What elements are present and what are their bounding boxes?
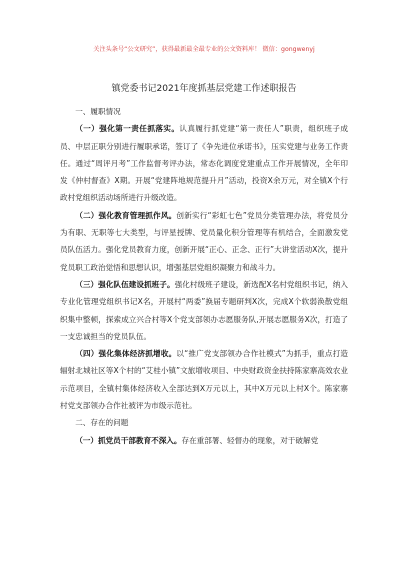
section-heading-2: 二、存在的问题 <box>75 418 129 428</box>
paragraph-2-heading: （二）强化教育管理抓作风。 <box>75 210 177 220</box>
paragraph-4 <box>60 345 348 414</box>
paragraph-1-text: 认真履行抓党建“第一责任人”职责，组织班子成员、中层正职分别进行履职承诺，签订了《争先进位承诺书》，压实党建与业务工作责任。通过“周评月考”工作监督考评办法，常态化调度党建重点工作开展情况，全年印发《仲村督查》X期。开展“党建阵地规范提升月”活动，投资X余万元，对全镇X个行政村党组织活动场所进行升级改造。 <box>60 124 348 203</box>
document-title: 镇党委书记2021年度抓基层党建工作述职报告 <box>111 84 297 94</box>
paragraph-3-text: 强化村级班子建设，新选配X名村党组织书记，纳入专业化管理党组织书记X名，开展村“两委”换届专题研判X次，完成X个软弱涣散党组织集中整顿，探索成立兴合村等X个党支部领办志愿服务队,开展志愿服务X次，打造了一支忠诚担当的党员队伍。 <box>60 279 349 341</box>
paragraph-3 <box>60 276 348 345</box>
paragraph-3-heading: （三）强化队伍建设抓班子。 <box>75 279 175 289</box>
section-heading-1: 一、履职情况 <box>75 107 121 116</box>
paragraph-5-heading: （一）抓党员干部教育不深入。 <box>75 435 182 445</box>
paragraph-5 <box>60 432 348 449</box>
promo-banner: 关注头条号“公文研究”，获得最新最全最专业的公文资料库！ 微信：gongwenyj <box>93 46 315 53</box>
paragraph-1 <box>60 120 348 206</box>
paragraph-4-heading: （四）强化集体经济抓增收。 <box>75 349 177 359</box>
document-body <box>60 103 348 449</box>
paragraph-2-text: 创新实行“彩虹七色”党员分类管理办法，将党员分为有职、无职等七大类型，与评星授牌、党员量化积分管理等有机结合，全面激发党员队伍活力。强化党员教育力度，创新开展“正心、正念、正行”大讲堂活动X次，提升党员职工政治觉悟和思想认识，增强基层党组织凝聚力和战斗力。 <box>60 210 348 272</box>
paragraph-1-heading: （一）强化第一责任抓落实。 <box>75 124 180 134</box>
paragraph-5-text: 存在重部署、轻督办的现象，对于破解党 <box>181 435 319 445</box>
paragraph-2 <box>60 207 348 276</box>
paragraph-4-text: 以“推广党支部领办合作社模式”为抓手，重点打造辐射北城社区等X个村的“艾桂小镇”文旅增收项目、中央财政资金扶持陈家寨高效农业示范项目，全镇村集体经济收入全部达到X万元以上，其中X万元以上村X个。陈家寨村党支部领办合作社被评为市级示范社。 <box>60 349 348 411</box>
